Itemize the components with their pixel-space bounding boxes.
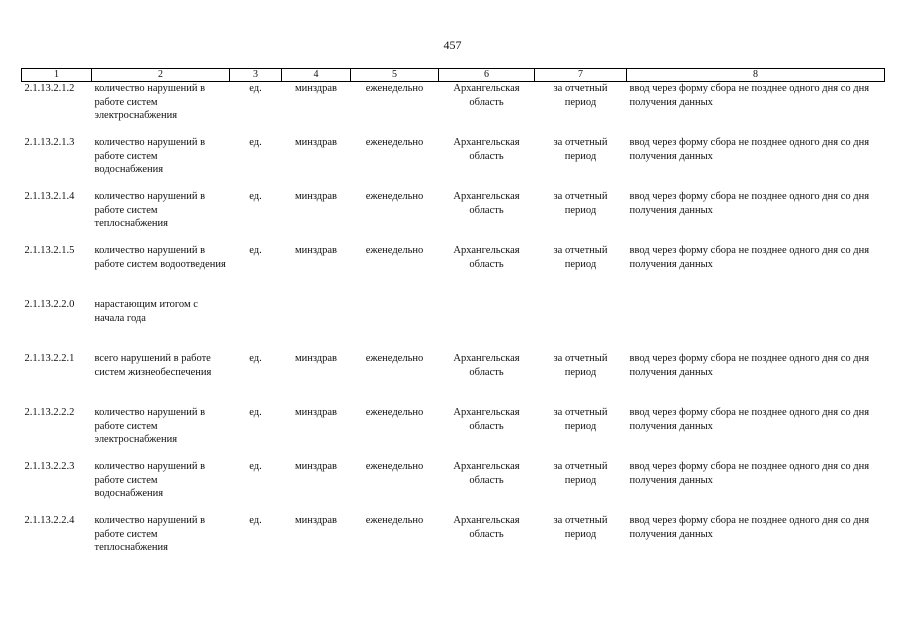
column-header: 8 [627, 69, 885, 82]
source-cell: минздрав [294, 515, 338, 526]
indicator-code: 2.1.13.2.2.3 [24, 461, 75, 472]
period-cell: за отчетный период [553, 353, 608, 378]
source-cell: минздрав [294, 353, 338, 364]
input-method-cell [627, 298, 885, 352]
unit-cell: ед. [249, 353, 262, 364]
territory-cell: Архангельская область [453, 245, 520, 270]
frequency-cell [351, 298, 439, 352]
input-method-cell: ввод через форму сбора не позднее одного дня со дня получения данных [629, 515, 870, 540]
table-row [22, 136, 885, 190]
indicator-name: количество нарушений в работе систем теплоснабжения [94, 191, 206, 229]
input-method-cell: ввод через форму сбора не позднее одного дня со дня получения данных [629, 353, 870, 378]
source-cell: минздрав [294, 83, 338, 94]
frequency-cell: еженедельно [365, 461, 424, 472]
indicator-name: нарастающим итогом с начала года [94, 299, 198, 324]
period-cell: за отчетный период [553, 515, 608, 540]
indicator-name: количество нарушений в работе систем водоотведения [94, 245, 226, 270]
source-cell: минздрав [294, 461, 338, 472]
frequency-cell: еженедельно [365, 83, 424, 94]
table-row [22, 190, 885, 244]
indicator-code: 2.1.13.2.1.5 [24, 245, 75, 256]
unit-cell: ед. [249, 407, 262, 418]
indicator-code: 2.1.13.2.2.4 [24, 515, 75, 526]
period-cell: за отчетный период [553, 137, 608, 162]
indicator-code: 2.1.13.2.2.1 [24, 353, 75, 364]
table-row [22, 514, 885, 568]
period-cell: за отчетный период [553, 407, 608, 432]
column-number-row [22, 69, 885, 82]
input-method-cell: ввод через форму сбора не позднее одного дня со дня получения данных [629, 191, 870, 216]
source-cell: минздрав [294, 407, 338, 418]
frequency-cell: еженедельно [365, 407, 424, 418]
input-method-cell: ввод через форму сбора не позднее одного дня со дня получения данных [629, 137, 870, 162]
frequency-cell: еженедельно [365, 137, 424, 148]
column-header: 7 [535, 69, 627, 82]
territory-cell: Архангельская область [453, 461, 520, 486]
territory-cell: Архангельская область [453, 83, 520, 108]
table-row [22, 298, 885, 352]
indicator-name: количество нарушений в работе систем теплоснабжения [94, 515, 206, 553]
frequency-cell: еженедельно [365, 353, 424, 364]
input-method-cell: ввод через форму сбора не позднее одного дня со дня получения данных [629, 245, 870, 270]
indicator-name: всего нарушений в работе систем жизнеобеспечения [94, 353, 212, 378]
table-row [22, 244, 885, 298]
period-cell: за отчетный период [553, 191, 608, 216]
column-header: 4 [282, 69, 351, 82]
input-method-cell: ввод через форму сбора не позднее одного дня со дня получения данных [629, 83, 870, 108]
territory-cell: Архангельская область [453, 407, 520, 432]
period-cell: за отчетный период [553, 461, 608, 486]
territory-cell: Архангельская область [453, 137, 520, 162]
column-header: 6 [439, 69, 535, 82]
input-method-cell: ввод через форму сбора не позднее одного дня со дня получения данных [629, 461, 870, 486]
unit-cell: ед. [249, 137, 262, 148]
column-header: 2 [92, 69, 230, 82]
period-cell [535, 298, 627, 352]
table-row [22, 352, 885, 406]
indicator-name: количество нарушений в работе систем электроснабжения [94, 83, 206, 121]
unit-cell: ед. [249, 515, 262, 526]
territory-cell: Архангельская область [453, 191, 520, 216]
table-row [22, 460, 885, 514]
territory-cell [439, 298, 535, 352]
unit-cell: ед. [249, 83, 262, 94]
territory-cell: Архангельская область [453, 515, 520, 540]
frequency-cell: еженедельно [365, 515, 424, 526]
territory-cell: Архангельская область [453, 353, 520, 378]
unit-cell: ед. [249, 191, 262, 202]
indicator-name: количество нарушений в работе систем электроснабжения [94, 407, 206, 445]
period-cell: за отчетный период [553, 83, 608, 108]
table-row [22, 406, 885, 460]
indicator-code: 2.1.13.2.2.2 [24, 407, 75, 418]
column-header: 5 [351, 69, 439, 82]
period-cell: за отчетный период [553, 245, 608, 270]
indicator-name: количество нарушений в работе систем водоснабжения [94, 137, 206, 175]
indicator-code: 2.1.13.2.1.4 [24, 191, 75, 202]
unit-cell [230, 298, 282, 352]
indicator-name: количество нарушений в работе систем водоснабжения [94, 461, 206, 499]
page-number: 457 [443, 38, 462, 52]
indicator-code: 2.1.13.2.1.2 [24, 83, 75, 94]
input-method-cell: ввод через форму сбора не позднее одного дня со дня получения данных [629, 407, 870, 432]
source-cell: минздрав [294, 137, 338, 148]
column-header: 1 [22, 69, 92, 82]
unit-cell: ед. [249, 461, 262, 472]
table-row [22, 82, 885, 137]
unit-cell: ед. [249, 245, 262, 256]
column-header: 3 [230, 69, 282, 82]
source-cell: минздрав [294, 245, 338, 256]
frequency-cell: еженедельно [365, 191, 424, 202]
frequency-cell: еженедельно [365, 245, 424, 256]
source-cell: минздрав [294, 191, 338, 202]
source-cell [282, 298, 351, 352]
indicator-code: 2.1.13.2.2.0 [24, 299, 75, 310]
indicator-code: 2.1.13.2.1.3 [24, 137, 75, 148]
indicator-table [21, 68, 885, 568]
